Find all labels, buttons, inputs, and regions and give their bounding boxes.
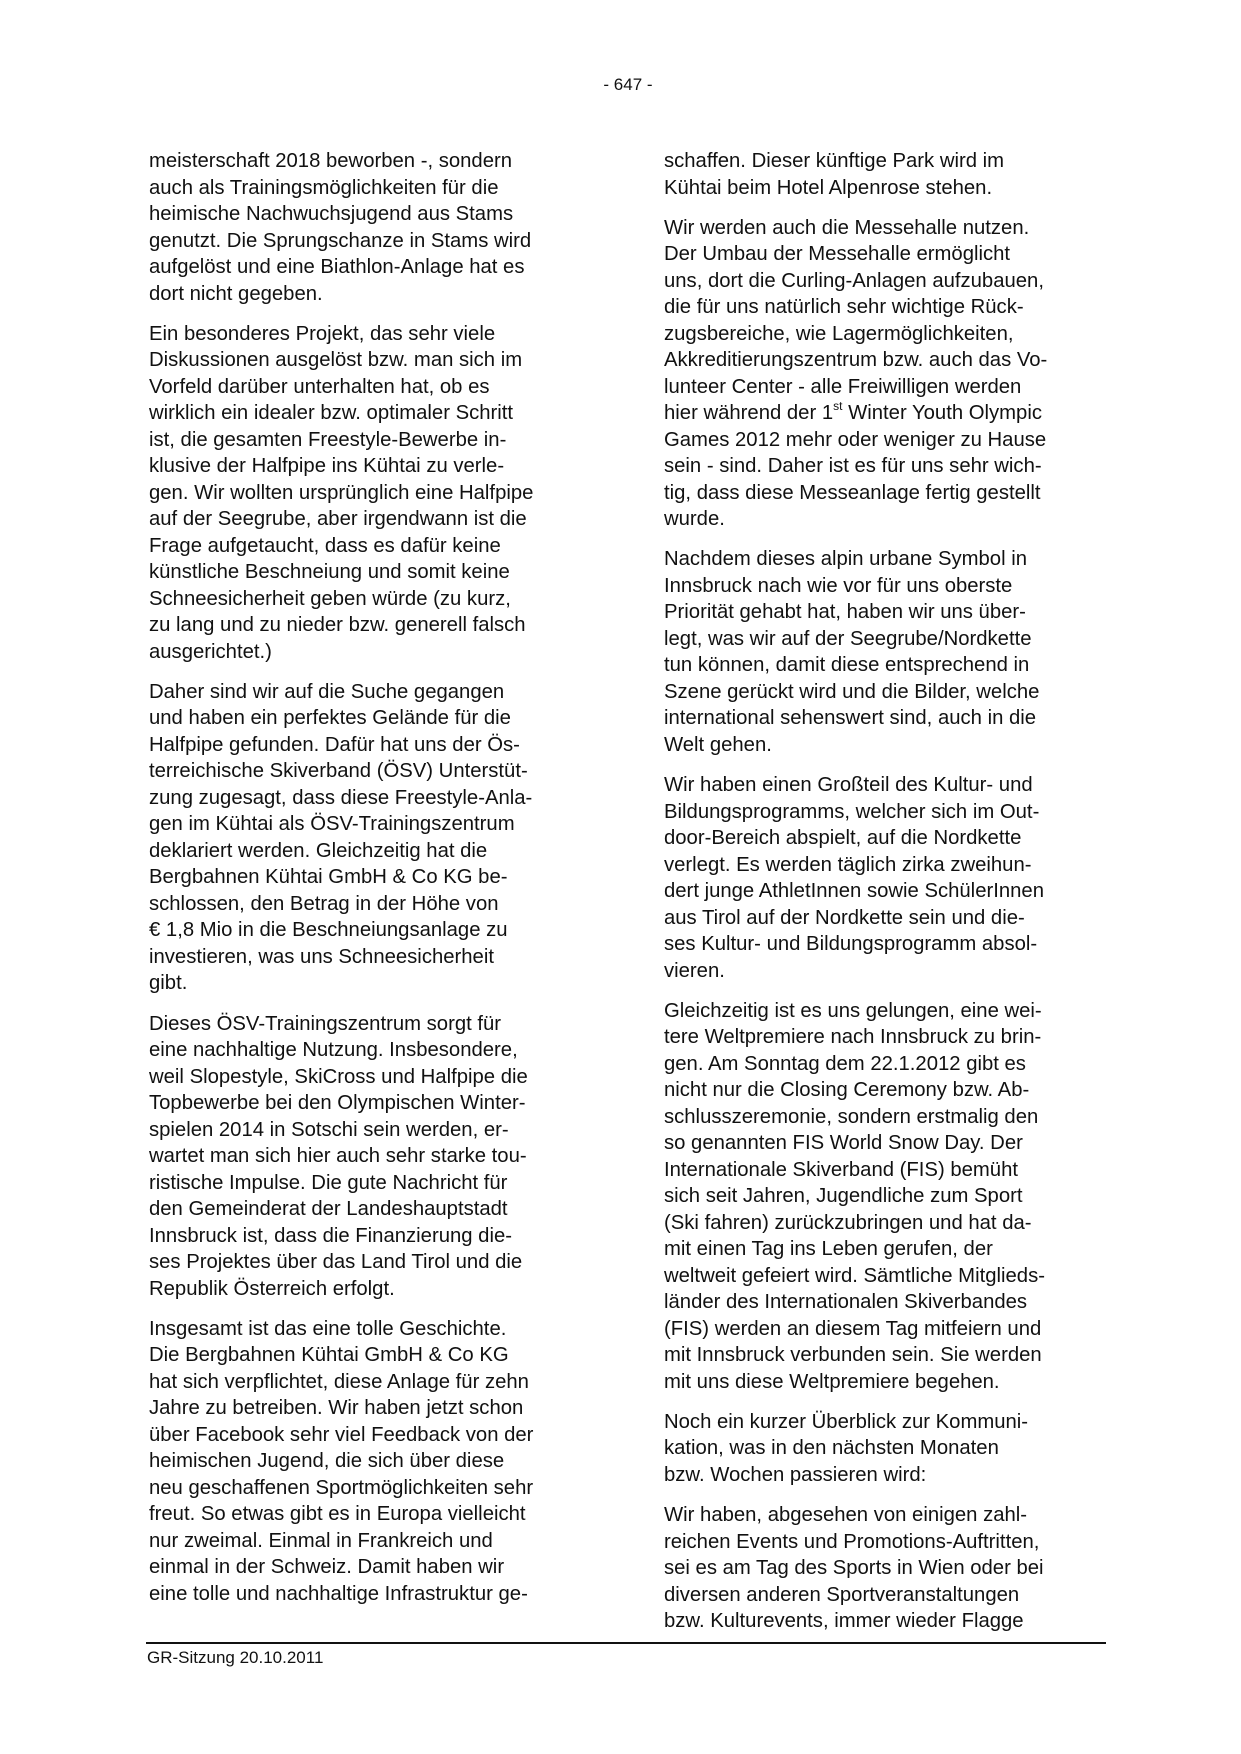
paragraph: Dieses ÖSV-Trainingszentrum sorgt für eine nachhaltige Nutzung. Insbesondere, weil Slopestyle, SkiCross und Halfpipe die Topbewerbe bei den Olympischen Winter- spielen 2014 in Sotschi sein werden, er- wartet man sich hier auch sehr starke tou- ristische Impulse. Die gute Nachricht für den Gemeinderat der Landeshauptstadt Innsbruck ist, dass die Finanzierung die- ses Projektes über das Land Tirol und die Republik Österreich erfolgt. [149, 1012, 528, 1300]
paragraph: Noch ein kurzer Überblick zur Kommuni- kation, was in den nächsten Monaten bzw. Wochen passieren wird: [664, 1410, 1029, 1486]
ordinal-superscript: st [833, 399, 843, 414]
paragraph: schaffen. Dieser künftige Park wird im Kühtai beim Hotel Alpenrose stehen. [664, 150, 1005, 199]
paragraph: Nachdem dieses alpin urbane Symbol in Innsbruck nach wie vor für uns oberste Priorität gehabt hat, haben wir uns über- legt, was wir auf der Seegrube/Nordkette tun können, damit diese entsprechend in Szene gerückt wird und die Bilder, welche international sehenswert sind, auch in die Welt gehen. [664, 548, 1040, 756]
right-column [664, 148, 1114, 1648]
paragraph-text: Wir werden auch die Messehalle nutzen. Der Umbau der Messehalle ermöglicht uns, dort die Curling-Anlagen aufzubauen, die für uns natürlich sehr wichtige Rück- zugsbereiche, wie Lagermöglichkeiten, Akkreditierungszentrum bzw. auch das Vo- lunteer Center - alle Freiwilligen werden hier während der 1 [664, 216, 1048, 425]
paragraph-text: Winter Youth Olympic Games 2012 mehr oder weniger zu Hause sein - sind. Daher ist es für uns sehr wich- tig, dass diese Messeanlage fertig gestellt wurde. [664, 402, 1047, 531]
paragraph: Wir haben, abgesehen von einigen zahl- reichen Events und Promotions-Auftritten, sei es am Tag des Sports in Wien oder bei diversen anderen Sportveranstaltungen bzw. Kulturevents, immer wieder Flagge [664, 1504, 1044, 1633]
paragraph: Insgesamt ist das eine tolle Geschichte. Die Bergbahnen Kühtai GmbH & Co KG hat sich verpflichtet, diese Anlage für zehn Jahre zu betreiben. Wir haben jetzt schon über Facebook sehr viel Feedback von der heimischen Jugend, die sich über diese neu geschaffenen Sportmöglichkeiten sehr freut. So etwas gibt es in Europa vielleicht nur zweimal. Einmal in Frankreich und einmal in der Schweiz. Damit haben wir eine tolle und nachhaltige Infrastruktur ge- [149, 1317, 534, 1605]
paragraph [664, 215, 1114, 533]
paragraph: Gleichzeitig ist es uns gelungen, eine wei- tere Weltpremiere nach Innsbruck zu brin- gen. Am Sonntag dem 22.1.2012 gibt es nicht nur die Closing Ceremony bzw. Ab- schlusszeremonie, sondern erstmalig den so genannten FIS World Snow Day. Der Internationale Skiverband (FIS) bemüht sich seit Jahren, Jugendliche zum Sport (Ski fahren) zurückzubringen und hat da- mit einen Tag ins Leben gerufen, der weltweit gefeiert wird. Sämtliche Mitglieds- länder des Internationalen Skiverbandes (FIS) werden an diesem Tag mitfeiern und mit Innsbruck verbunden sein. Sie werden mit uns diese Weltpremiere begehen. [664, 999, 1045, 1393]
paragraph: meisterschaft 2018 beworben -, sondern auch als Trainingsmöglichkeiten für die heimische Nachwuchsjugend aus Stams genutzt. Die Sprungschanze in Stams wird aufgelöst und eine Biathlon-Anlage hat es dort nicht gegeben. [149, 150, 532, 305]
page-number: - 647 - [603, 75, 653, 94]
footer-text: GR-Sitzung 20.10.2011 [147, 1648, 324, 1667]
footer-divider [146, 1642, 1106, 1644]
paragraph: Wir haben einen Großteil des Kultur- und Bildungsprogramms, welcher sich im Out- door-Bereich abspielt, auf die Nordkette verlegt. Es werden täglich zirka zweihun- dert junge AthletInnen sowie SchülerInnen aus Tirol auf der Nordkette sein und die- ses Kultur- und Bildungsprogramm absol- vieren. [664, 774, 1044, 982]
paragraph: Ein besonderes Projekt, das sehr viele Diskussionen ausgelöst bzw. man sich im Vorfeld darüber unterhalten hat, ob es wirklich ein idealer bzw. optimaler Schritt ist, die gesamten Freestyle-Bewerbe in- klusive der Halfpipe ins Kühtai zu verle- gen. Wir wollten ursprünglich eine Halfpipe auf der Seegrube, aber irgendwann ist die Frage aufgetaucht, dass es dafür keine künstliche Beschneiung und somit keine Schneesicherheit geben würde (zu kurz, zu lang und zu nieder bzw. generell falsch ausgerichtet.) [149, 322, 534, 663]
paragraph: Daher sind wir auf die Suche gegangen und haben ein perfektes Gelände für die Halfpipe gefunden. Dafür hat uns der Ös- terreichische Skiverband (ÖSV) Unterstüt- zung zugesagt, dass diese Freestyle-Anla- gen im Kühtai als ÖSV-Trainingszentrum deklariert werden. Gleichzeitig hat die Bergbahnen Kühtai GmbH & Co KG be- schlossen, den Betrag in der Höhe von € 1,8 Mio in die Beschneiungsanlage zu investieren, was uns Schneesicherheit gibt. [149, 680, 533, 995]
left-column [149, 148, 599, 1621]
